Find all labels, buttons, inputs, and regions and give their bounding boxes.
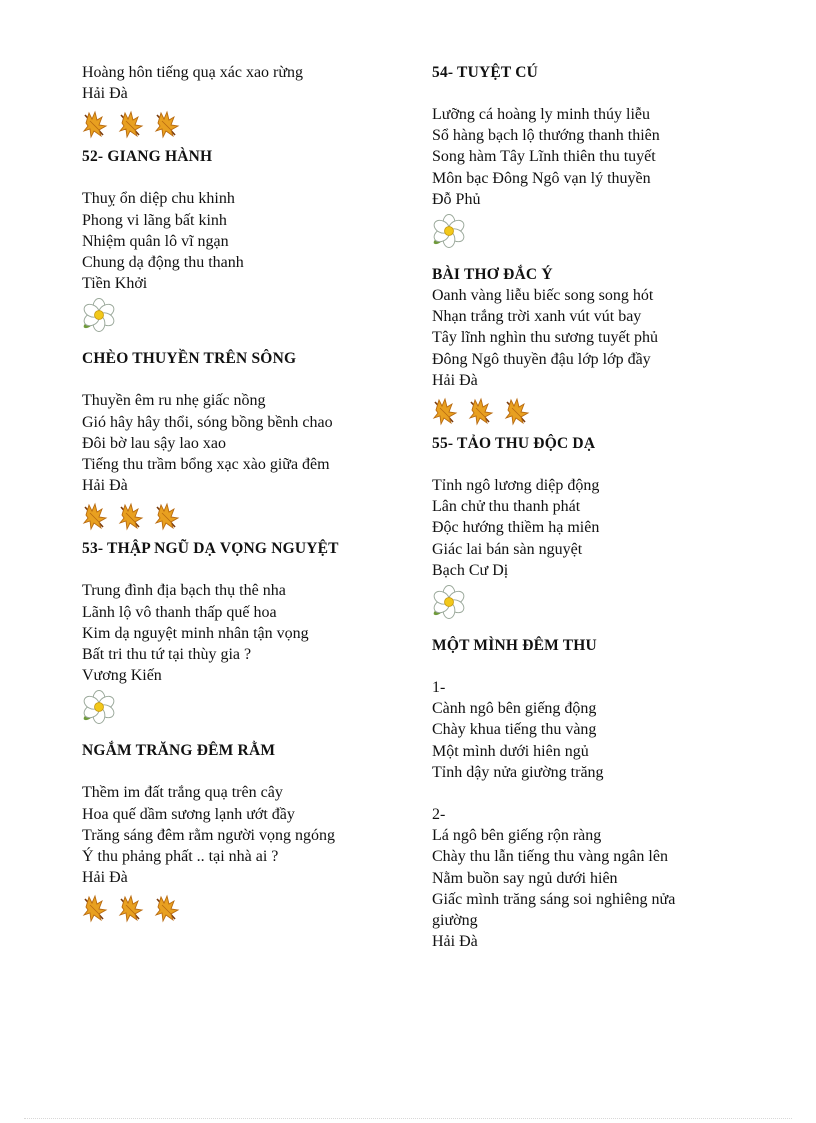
stanza-number: 2- bbox=[432, 806, 446, 824]
poem-line: Chày khua tiếng thu vàng bbox=[432, 721, 597, 739]
poem-line: Thuỵ ổn diệp chu khinh bbox=[82, 190, 235, 208]
left-column bbox=[82, 62, 402, 930]
poem-line: Ý thu phảng phất .. tại nhà ai ? bbox=[82, 848, 279, 866]
stanza-number: 1- bbox=[432, 679, 446, 697]
poem-title: 53- THẬP NGŨ DẠ VỌNG NGUYỆT bbox=[82, 540, 339, 558]
poem-author: Đỗ Phủ bbox=[432, 190, 481, 208]
poem-author: Tiền Khởi bbox=[82, 275, 148, 293]
flower-divider-icon bbox=[82, 294, 402, 336]
poem-title: MỘT MÌNH ĐÊM THU bbox=[432, 637, 597, 655]
poem-line: Lá ngô bên giếng rộn ràng bbox=[432, 827, 602, 845]
poem-line: Thuyền êm ru nhẹ giấc nồng bbox=[82, 392, 266, 410]
poem-line: Giấc mình trăng sáng soi nghiêng nửa giường bbox=[432, 890, 676, 930]
poem-title: 54- TUYỆT CÚ bbox=[432, 64, 539, 81]
poem-line: Bất tri thu tứ tại thùy gia ? bbox=[82, 646, 252, 664]
flower-divider-icon bbox=[82, 686, 402, 728]
poem-line: Tỉnh dậy nửa giường trăng bbox=[432, 763, 604, 781]
poem-line: Thềm im đất trắng quạ trên cây bbox=[82, 784, 283, 802]
page-bottom-border bbox=[24, 1118, 792, 1119]
poem-line: Lân chử thu thanh phát bbox=[432, 498, 581, 516]
poem-line: Gió hây hây thổi, sóng bồng bềnh chao bbox=[82, 413, 333, 431]
poem-line: Đôi bờ lau sậy lao xao bbox=[82, 434, 226, 452]
poem-author: Hải Đà bbox=[82, 869, 128, 887]
poem-author: Hải Đà bbox=[82, 477, 128, 495]
poem-line: Hoa quế dầm sương lạnh ướt đầy bbox=[82, 805, 295, 823]
poem-line: Trung đình địa bạch thụ thê nha bbox=[82, 582, 286, 600]
leaves-divider-icon bbox=[82, 888, 402, 930]
poem-line: Oanh vàng liễu biếc song song hót bbox=[432, 287, 654, 305]
poem-line: Phong vi lãng bất kinh bbox=[82, 211, 227, 229]
poem-author: Hải Đà bbox=[432, 933, 478, 951]
poem-author: Hải Đà bbox=[82, 85, 128, 103]
poem-line: Trăng sáng đêm rằm người vọng ngóng bbox=[82, 826, 335, 844]
poem-line: Kim dạ nguyệt minh nhân tận vọng bbox=[82, 624, 309, 642]
leaves-divider-icon bbox=[82, 496, 402, 538]
poem-line: Lưỡng cá hoàng ly minh thúy liễu bbox=[432, 106, 650, 123]
poem-line: Tây lĩnh nghìn thu sương tuyết phủ bbox=[432, 329, 659, 347]
poem-line: Lãnh lộ vô thanh thấp quế hoa bbox=[82, 603, 277, 621]
poem-title: BÀI THƠ ĐẮC Ý bbox=[432, 266, 553, 284]
poem-title: 55- TẢO THU ĐỘC DẠ bbox=[432, 435, 596, 453]
poem-line: Song hàm Tây Lĩnh thiên thu tuyết bbox=[432, 148, 656, 166]
poem-line: Chày thu lẫn tiếng thu vàng ngân lên bbox=[432, 848, 668, 866]
poem-line: Nhiệm quân lô vĩ ngạn bbox=[82, 232, 229, 250]
poem-line: Tỉnh ngô lương diệp động bbox=[432, 477, 600, 495]
poem-line: Nằm buồn say ngủ dưới hiên bbox=[432, 869, 618, 887]
poem-title: CHÈO THUYỀN TRÊN SÔNG bbox=[82, 350, 297, 368]
flower-divider-icon bbox=[432, 581, 782, 623]
poem-line: Độc hướng thiềm hạ miên bbox=[432, 519, 600, 537]
poem-line: Tiếng thu trầm bổng xạc xào giữa đêm bbox=[82, 456, 330, 474]
poem-line: Đông Ngô thuyền đậu lớp lớp đầy bbox=[432, 350, 651, 368]
poem-author: Bạch Cư Dị bbox=[432, 561, 509, 579]
poem-line: Nhạn trắng trời xanh vút vút bay bbox=[432, 308, 642, 326]
poem-author: Hải Đà bbox=[432, 371, 478, 389]
poem-line: Cành ngô bên giếng động bbox=[432, 700, 597, 718]
poem-author: Vương Kiến bbox=[82, 667, 162, 685]
poem-line: Giác lai bán sàn nguyệt bbox=[432, 540, 583, 558]
poem-line: Chung dạ động thu thanh bbox=[82, 254, 244, 272]
poem-title: NGẮM TRĂNG ĐÊM RẰM bbox=[82, 742, 276, 760]
poem-line: Môn bạc Đông Ngô vạn lý thuyền bbox=[432, 169, 651, 187]
poem-line: Một mình dưới hiên ngủ bbox=[432, 742, 589, 760]
poem-title: 52- GIANG HÀNH bbox=[82, 148, 213, 166]
leaves-divider-icon bbox=[82, 104, 402, 146]
flower-divider-icon bbox=[432, 210, 782, 252]
leaves-divider-icon bbox=[432, 391, 782, 433]
poem-line: Hoàng hôn tiếng quạ xác xao rừng bbox=[82, 64, 304, 81]
poem-line: Sổ hàng bạch lộ thướng thanh thiên bbox=[432, 127, 660, 145]
right-column bbox=[432, 62, 782, 952]
